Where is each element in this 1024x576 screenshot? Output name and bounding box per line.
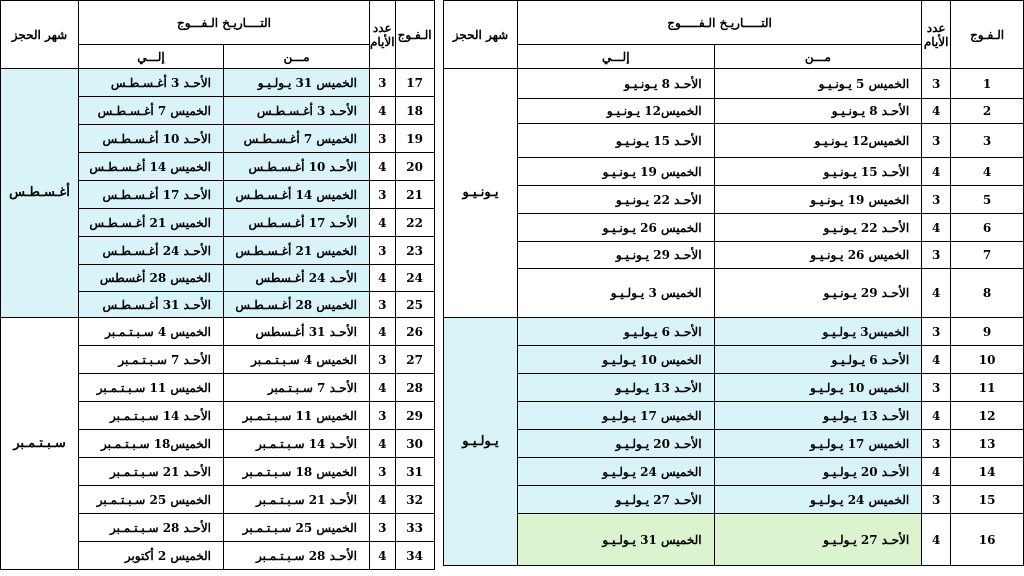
to-date-cell: الخميس 25 سـبـتـمـبر: [79, 486, 224, 514]
days-cell: 4: [370, 374, 396, 402]
days-cell: 3: [922, 69, 951, 99]
from-date-cell: الأحـد 6 يـولـيـو: [714, 346, 922, 374]
group-cell: 25: [395, 292, 434, 318]
from-date-cell: الأحـد 17 أغـسـطـس: [224, 209, 370, 237]
from-date-cell: الأحـد 13 يـولـيـو: [714, 402, 922, 430]
days-cell: 4: [370, 97, 396, 125]
from-date-cell: الخميس 26 يـونـيـو: [714, 242, 922, 269]
table-row: [444, 514, 1024, 566]
to-date-cell: الأحـد 24 أغـسـطـس: [79, 237, 224, 265]
group-cell: 13: [951, 430, 1024, 458]
from-date-cell: الخميس 25 سـبـتـمـبر: [224, 514, 370, 542]
days-cell: 3: [370, 458, 396, 486]
days-cell: 4: [922, 269, 951, 318]
group-cell: 1: [951, 69, 1024, 99]
table-row: [444, 269, 1024, 318]
days-cell: 3: [922, 124, 951, 158]
table-row: [444, 402, 1024, 430]
group-cell: 6: [951, 214, 1024, 242]
to-date-cell: الأحـد 14 سـبـتـمـبر: [79, 402, 224, 430]
days-cell: 4: [370, 318, 396, 346]
days-cell: 3: [922, 318, 951, 346]
to-date-cell: الخميس 4 سـبـتـمـبر: [79, 318, 224, 346]
days-cell: 3: [922, 186, 951, 214]
month-cell: يـونـيـو: [444, 69, 518, 318]
group-cell: 27: [395, 346, 434, 374]
table-row: [444, 242, 1024, 269]
days-cell: 4: [922, 514, 951, 566]
group-cell: 20: [395, 153, 434, 181]
group-cell: 34: [395, 542, 434, 570]
table-row: [444, 214, 1024, 242]
days-cell: 4: [370, 209, 396, 237]
from-date-cell: الأحـد 14 سـبـتـمـبر: [224, 430, 370, 458]
from-date-cell: الأحـد 22 يـونـيـو: [714, 214, 922, 242]
to-date-cell: الخميس 31 يـولـيـو: [517, 514, 714, 566]
days-cell: 4: [922, 346, 951, 374]
group-cell: 15: [951, 486, 1024, 514]
from-date-cell: الأحـد 31 أغـسطس: [224, 318, 370, 346]
table-row: [1, 318, 435, 346]
to-date-cell: الخميس 21 أغـسـطـس: [79, 209, 224, 237]
from-date-cell: الخميس 4 سـبـتـمـبر: [224, 346, 370, 374]
table-row: [444, 374, 1024, 402]
to-date-cell: الأحـد 3 أغـسـطـس: [79, 69, 224, 97]
table-row: [1, 69, 435, 97]
group-cell: 11: [951, 374, 1024, 402]
to-date-cell: الأحـد 13 يـولـيـو: [517, 374, 714, 402]
schedule-table-right: [443, 0, 1024, 566]
from-date-cell: الخميس3 يـولـيـو: [714, 318, 922, 346]
table-row: [444, 318, 1024, 346]
to-date-cell: الخميس 11 سـبـتـمـبر: [79, 374, 224, 402]
days-cell: 4: [922, 402, 951, 430]
group-cell: 7: [951, 242, 1024, 269]
to-date-cell: الخميس 19 يـونـيـو: [517, 158, 714, 186]
to-date-cell: الأحـد 31 أغـسـطـس: [79, 292, 224, 318]
days-cell: 3: [370, 69, 396, 97]
group-cell: 26: [395, 318, 434, 346]
group-cell: 23: [395, 237, 434, 265]
group-cell: 21: [395, 181, 434, 209]
from-date-cell: الأحـد 8 يـونـيـو: [714, 99, 922, 124]
to-date-cell: الخميس 10 يـولـيـو: [517, 346, 714, 374]
group-cell: 16: [951, 514, 1024, 566]
days-cell: 3: [370, 125, 396, 153]
to-header: إلـــي: [517, 45, 714, 69]
group-cell: 22: [395, 209, 434, 237]
from-date-cell: الخميس 11 سـبـتـمـبر: [224, 402, 370, 430]
group-cell: 17: [395, 69, 434, 97]
month-cell: أغـسـطـس: [1, 69, 79, 318]
month-cell: يـولـيـو: [444, 318, 518, 566]
to-date-cell: الخميس12 يـونـيـو: [517, 99, 714, 124]
dates-header: التــــاريـخ الـفـــوج: [79, 1, 370, 45]
days-cell: 4: [370, 486, 396, 514]
from-date-cell: الخميس 28 أغـسـطـس: [224, 292, 370, 318]
from-date-cell: الخميس 7 أغـسـطـس: [224, 125, 370, 153]
group-cell: 29: [395, 402, 434, 430]
group-cell: 12: [951, 402, 1024, 430]
to-date-cell: الأحـد 21 سـبـتـمـبر: [79, 458, 224, 486]
group-header: الـفـوج: [951, 1, 1024, 69]
to-date-cell: الأحـد 22 يـونـيـو: [517, 186, 714, 214]
group-cell: 10: [951, 346, 1024, 374]
from-header: مـــن: [714, 45, 922, 69]
days-cell: 4: [370, 265, 396, 292]
table-row: [444, 430, 1024, 458]
days-cell: 4: [922, 99, 951, 124]
days-cell: 3: [370, 514, 396, 542]
table-row: [444, 69, 1024, 99]
from-date-cell: الأحـد 3 أغـسـطـس: [224, 97, 370, 125]
to-date-cell: الخميس 24 يـولـيـو: [517, 458, 714, 486]
days-cell: 4: [370, 153, 396, 181]
days-cell: 3: [922, 486, 951, 514]
group-cell: 24: [395, 265, 434, 292]
days-cell: 3: [370, 402, 396, 430]
from-date-cell: الخميس 17 يـولـيـو: [714, 430, 922, 458]
from-date-cell: الخميس 10 يـولـيـو: [714, 374, 922, 402]
days-cell: 3: [370, 346, 396, 374]
days-cell: 4: [370, 430, 396, 458]
days-cell: 4: [922, 214, 951, 242]
to-date-cell: الخميس 7 أغـسـطـس: [79, 97, 224, 125]
to-date-cell: الأحـد 17 أغـسـطـس: [79, 181, 224, 209]
to-date-cell: الأحـد 15 يـونـيـو: [517, 124, 714, 158]
days-cell: 3: [370, 181, 396, 209]
month-cell: سـبـتـمـبر: [1, 318, 79, 570]
group-cell: 5: [951, 186, 1024, 214]
group-cell: 28: [395, 374, 434, 402]
to-header: إلـــي: [79, 45, 224, 69]
to-date-cell: الخميس 17 يـولـيـو: [517, 402, 714, 430]
dates-header: التـــــاريـخ الـفـــــوج: [517, 1, 921, 45]
from-date-cell: الأحـد 15 يـونـيـو: [714, 158, 922, 186]
days-cell: 4: [922, 458, 951, 486]
days-cell: 4: [370, 542, 396, 570]
group-cell: 19: [395, 125, 434, 153]
to-date-cell: الخميس18 سـبـتـمـبر: [79, 430, 224, 458]
to-date-cell: الأحـد 20 يـولـيـو: [517, 430, 714, 458]
from-date-cell: الأحـد 24 أغـسطس: [224, 265, 370, 292]
from-date-cell: الخميس 18 سـبـتـمـبر: [224, 458, 370, 486]
from-date-cell: الخميس 14 أغـسـطـس: [224, 181, 370, 209]
from-date-cell: الخميس 24 يـولـيـو: [714, 486, 922, 514]
to-date-cell: الأحـد 8 يـونـيـو: [517, 69, 714, 99]
group-cell: 3: [951, 124, 1024, 158]
from-date-cell: الأحـد 20 يـولـيـو: [714, 458, 922, 486]
table-row: [444, 158, 1024, 186]
group-cell: 30: [395, 430, 434, 458]
from-date-cell: الخميس 5 يـونـيـو: [714, 69, 922, 99]
group-cell: 31: [395, 458, 434, 486]
days-cell: 4: [922, 158, 951, 186]
group-cell: 4: [951, 158, 1024, 186]
table-row: [444, 486, 1024, 514]
days-header: عدد الأيام: [922, 1, 951, 69]
to-date-cell: الأحـد 27 يـولـيـو: [517, 486, 714, 514]
from-date-cell: الخميس 19 يـونـيـو: [714, 186, 922, 214]
from-date-cell: الأحـد 27 يـولـيـو: [714, 514, 922, 566]
days-cell: 3: [922, 430, 951, 458]
table-row: [444, 458, 1024, 486]
group-cell: 33: [395, 514, 434, 542]
group-cell: 14: [951, 458, 1024, 486]
to-date-cell: الأحـد 10 أغـسـطـس: [79, 125, 224, 153]
to-date-cell: الخميس 3 يـولـيـو: [517, 269, 714, 318]
from-date-cell: الخميس 31 يـولـيـو: [224, 69, 370, 97]
table-row: [444, 124, 1024, 158]
group-cell: 9: [951, 318, 1024, 346]
group-cell: 18: [395, 97, 434, 125]
days-cell: 3: [922, 242, 951, 269]
from-date-cell: الأحـد 7 سـبـتـمبر: [224, 374, 370, 402]
group-cell: 8: [951, 269, 1024, 318]
to-date-cell: الخميس 28 أغسطس: [79, 265, 224, 292]
month-header: شهر الحجز: [444, 1, 518, 69]
table-row: [444, 346, 1024, 374]
from-date-cell: الأحـد 29 يـونـيـو: [714, 269, 922, 318]
to-date-cell: الأحـد 29 يـونـيـو: [517, 242, 714, 269]
from-date-cell: الأحـد 21 سـبـتـمـبر: [224, 486, 370, 514]
days-cell: 3: [370, 237, 396, 265]
from-date-cell: الأحـد 28 سـبـتـمـبر: [224, 542, 370, 570]
to-date-cell: الخميس 26 يـونـيـو: [517, 214, 714, 242]
from-date-cell: الخميس12 يـونـيـو: [714, 124, 922, 158]
to-date-cell: الخميس 2 أكتوبر: [79, 542, 224, 570]
to-date-cell: الأحـد 7 سـبـتـمـبر: [79, 346, 224, 374]
to-date-cell: الأحـد 6 يـولـيـو: [517, 318, 714, 346]
table-row: [444, 99, 1024, 124]
from-date-cell: الخميس 21 أغـسـطـس: [224, 237, 370, 265]
from-header: مـــن: [224, 45, 370, 69]
schedule-table-left: [0, 0, 435, 570]
group-header: الـفـوج: [395, 1, 434, 69]
to-date-cell: الخميس 14 أغـسـطـس: [79, 153, 224, 181]
month-header: شهر الحجز: [1, 1, 79, 69]
to-date-cell: الأحـد 28 سـبـتـمـبر: [79, 514, 224, 542]
days-cell: 3: [922, 374, 951, 402]
from-date-cell: الأحـد 10 أغـسـطـس: [224, 153, 370, 181]
table-row: [444, 186, 1024, 214]
group-cell: 32: [395, 486, 434, 514]
group-cell: 2: [951, 99, 1024, 124]
days-header: عدد الأيام: [370, 1, 396, 69]
days-cell: 3: [370, 292, 396, 318]
